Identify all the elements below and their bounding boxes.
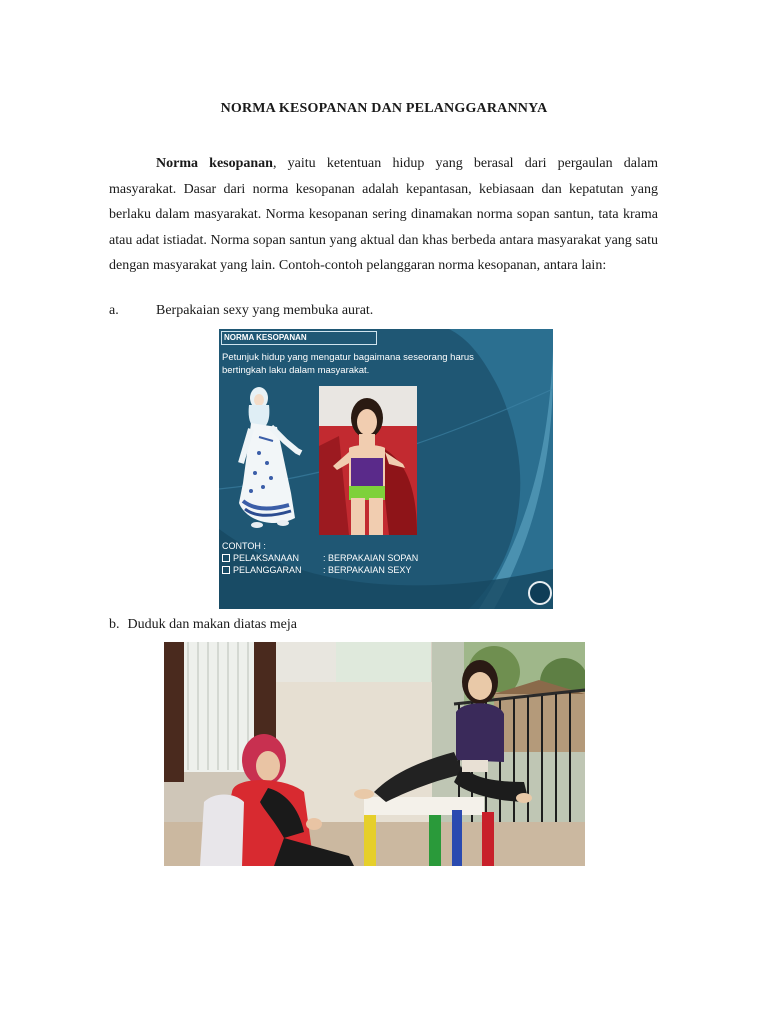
slide-nav-circle-icon [528,581,552,605]
slide-description: Petunjuk hidup yang mengatur bagaimana seseorang harus bertingkah laku dalam masyarakat. [222,352,474,376]
example-value: : BERPAKAIAN SOPAN [323,553,419,563]
example-label: PELANGGARAN [233,565,302,575]
item-text: Duduk dan makan diatas meja [127,617,298,632]
intro-paragraph [109,151,658,279]
list-item-a [109,303,374,319]
slide-header: NORMA KESOPANAN [221,331,377,345]
example-label: PELAKSANAAN [233,553,300,563]
hijab-figure-illustration [237,383,319,533]
slide-image [219,329,553,609]
item-text: Berpakaian sexy yang membuka aurat. [156,303,374,318]
list-item-b [109,617,297,633]
example-photo-violation [319,386,417,535]
checkbox-icon [222,554,230,562]
example-photo-sitting-on-table [164,642,585,866]
paragraph-body: , yaitu ketentuan hidup yang berasal dari pergaulan dalam masyarakat. Dasar dari norma kesopanan adalah kepantasan, kebiasaan dan kepatutan yang berlaku dalam masyarakat. Norma kesopanan sering dinamakan norma sopan santun, tata krama atau adat istiadat. Norma sopan santun yang aktual dan khas berbeda antara masyarakat yang satu dengan masyarakat yang lain. Contoh-contoh pelanggaran norma kesopanan, antara lain: [109,156,659,274]
examples-label: CONTOH : [222,541,266,551]
item-marker: b. [109,617,120,632]
term-bold: Norma kesopanan [156,156,273,171]
examples-list [222,540,419,576]
example-value: : BERPAKAIAN SEXY [323,565,412,575]
example-row [222,552,419,564]
checkbox-icon [222,566,230,574]
example-row [222,564,412,576]
item-marker: a. [109,303,119,318]
document-title: NORMA KESOPANAN DAN PELANGGARANNYA [220,101,548,116]
